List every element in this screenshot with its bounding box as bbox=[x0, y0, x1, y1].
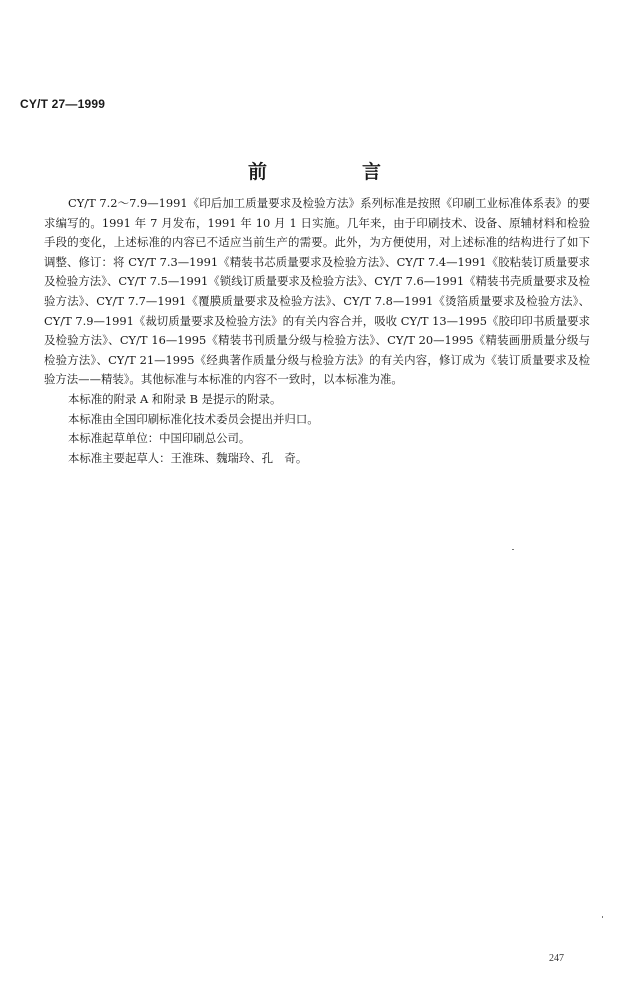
paragraph-drafters: 本标准主要起草人：王淮珠、魏瑞玲、孔 奇。 bbox=[68, 450, 308, 465]
scan-speck bbox=[602, 916, 603, 918]
paragraph-drafting-unit: 本标准起草单位：中国印刷总公司。 bbox=[68, 431, 251, 446]
paragraph-appendix: 本标准的附录 A 和附录 B 是提示的附录。 bbox=[68, 391, 282, 406]
page-number: 247 bbox=[549, 953, 564, 964]
page-title: 前 言 bbox=[247, 161, 419, 183]
standard-code: CY/T 27—1999 bbox=[20, 97, 106, 111]
body-text bbox=[44, 194, 590, 468]
paragraph-proposer: 本标准由全国印刷标准化技术委员会提出并归口。 bbox=[68, 411, 319, 426]
scan-speck bbox=[512, 549, 514, 550]
paragraph-history: CY/T 7.2～7.9—1991《印后加工质量要求及检验方法》系列标准是按照《印刷工业标准体系表》的要求编写的。1991 年 7 月发布，1991 年 10 月 1 日实施。几年来，由于印刷技术、设备、原辅材料和检验手段的变化，上述标准的内容已不适应当前生产的需要。此外，为方便使用，对上述标准的结构进行了如下调整、修订：将 CY/T 7.3—1991《精装书芯质量要求及检验方法》、CY/T 7.4—1991《胶粘装订质量要求及检验方法》、CY/T 7.5—1991《锁线订质量要求及检验方法》、CY/T 7.6—1991《精装书壳质量要求及检验方法》、CY/T 7.7—1991《覆膜质量要求及检验方法》、CY/T 7.8—1991《烫箔质量要求及检验方法》、CY/T 7.9—1991《裁切质量要求及检验方法》的有关内容合并，吸收 CY/T 13—1995《胶印印书质量要求及检验方法》、CY/T 16—1995《精装书刊质量分级与检验方法》、CY/T 20—1995《精装画册质量分级与检验方法》、CY/T 21—1995《经典著作质量分级与检验方法》的有关内容，修订成为《装订质量要求及检验方法——精装》。其他标准与本标准的内容不一致时，以本标准为准。 bbox=[44, 196, 590, 387]
